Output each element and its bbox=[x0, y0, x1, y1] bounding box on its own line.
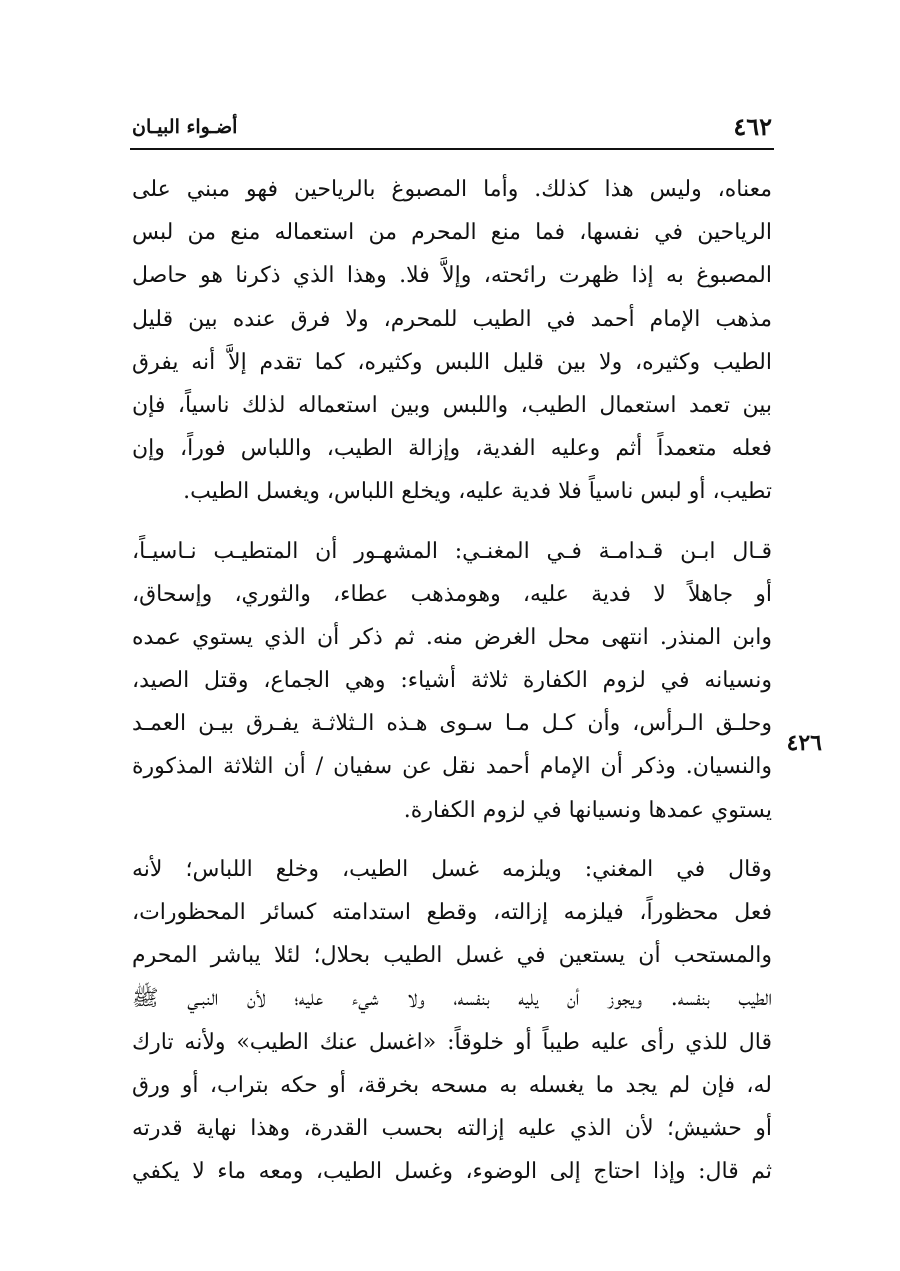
text-line: الرياحين في نفسها، فما منع المحرم من استعماله منع من لبس bbox=[132, 220, 772, 246]
paragraph-3 bbox=[132, 848, 772, 1194]
text-line: قال للذي رأى عليه طيباً أو خلوقاً: «اغسل عنك الطيب» ولأنه تارك bbox=[132, 1029, 772, 1055]
paragraph-gap bbox=[132, 514, 772, 530]
book-title: أضـواء البيـان bbox=[132, 116, 238, 138]
text-line: له، فإن لم يجد ما يغسله به مسحه بخرقة، أو حكه بتراب، أو ورق bbox=[132, 1072, 772, 1098]
text-line: مذهب الإمام أحمد في الطيب للمحرم، ولا فرق عنده بين قليل bbox=[132, 306, 772, 332]
paragraph-gap bbox=[132, 832, 772, 848]
text-line: والنسيان. وذكر أن الإمام أحمد نقل عن سفيان / أن الثلاثة المذكورة bbox=[132, 754, 772, 780]
text-line: يستوي عمدها ونسيانها في لزوم الكفارة. bbox=[403, 797, 772, 823]
running-header bbox=[132, 108, 772, 148]
text-line: بين تعمد استعمال الطيب، واللبس وبين استعماله لذلك ناسياً، فإن bbox=[132, 392, 772, 418]
text-line: ثم قال: وإذا احتاج إلى الوضوء، وغسل الطيب، ومعه ماء لا يكفي bbox=[132, 1159, 772, 1185]
text-line: فعل محظوراً، فيلزمه إزالته، وقطع استدامته كسائر المحظورات، bbox=[132, 900, 772, 925]
text-line: أو جاهلاً لا فدية عليه، وهومذهب عطاء، والثوري، وإسحاق، bbox=[132, 581, 772, 607]
text-line: وحلـق الـرأس، وأن كـل مـا سـوى هـذه الـثلاثـة يفـرق بيـن العمـد bbox=[132, 711, 772, 737]
text-line: وقال في المغني: ويلزمه غسل الطيب، وخلع اللباس؛ لأنه bbox=[132, 856, 772, 882]
text-line: الطيب بنفسه. ويجوز أن يليه بنفسه، ولا شيء عليه؛ لأن النبـي ﷺ bbox=[132, 986, 772, 1012]
page-number: ٤٦٢ bbox=[733, 112, 772, 141]
paragraph-2 bbox=[132, 530, 772, 832]
paragraph-1 bbox=[132, 168, 772, 514]
body-text bbox=[132, 168, 772, 1193]
header-divider bbox=[130, 148, 774, 150]
text-line: الطيب وكثيره، ولا بين قليل اللبس وكثيره، كما تقدم إلاَّ أنه يفرق bbox=[132, 349, 772, 375]
text-line: المصبوغ به إذا ظهرت رائحته، وإلاَّ فلا. وهذا الذي ذكرنا هو حاصل bbox=[132, 263, 773, 289]
text-line: والمستحب أن يستعين في غسل الطيب بحلال؛ لئلا يباشر المحرم bbox=[132, 943, 772, 969]
text-line: قـال ابـن قـدامـة فـي المغنـي: المشهـور أن المتطيـب نـاسيـاً، bbox=[132, 538, 772, 564]
text-line: ونسيانه في لزوم الكفارة ثلاثة أشياء: وهي الجماع، وقتل الصيد، bbox=[132, 668, 772, 694]
text-line: معناه، وليس هذا كذلك. وأما المصبوغ بالرياحين فهو مبني على bbox=[132, 177, 772, 202]
text-line: فعله متعمداً أثم وعليه الفدية، وإزالة الطيب، واللباس فوراً، وإن bbox=[132, 436, 772, 462]
margin-page-reference: ٤٢٦ bbox=[786, 730, 822, 756]
text-line: تطيب، أو لبس ناسياً فلا فدية عليه، ويخلع اللباس، ويغسل الطيب. bbox=[183, 479, 772, 505]
text-line: وابن المنذر. انتهى محل الغرض منه. ثم ذكر أن الذي يستوي عمده bbox=[132, 624, 772, 650]
text-line: أو حشيش؛ لأن الذي عليه إزالته بحسب القدرة، وهذا نهاية قدرته bbox=[132, 1115, 772, 1141]
